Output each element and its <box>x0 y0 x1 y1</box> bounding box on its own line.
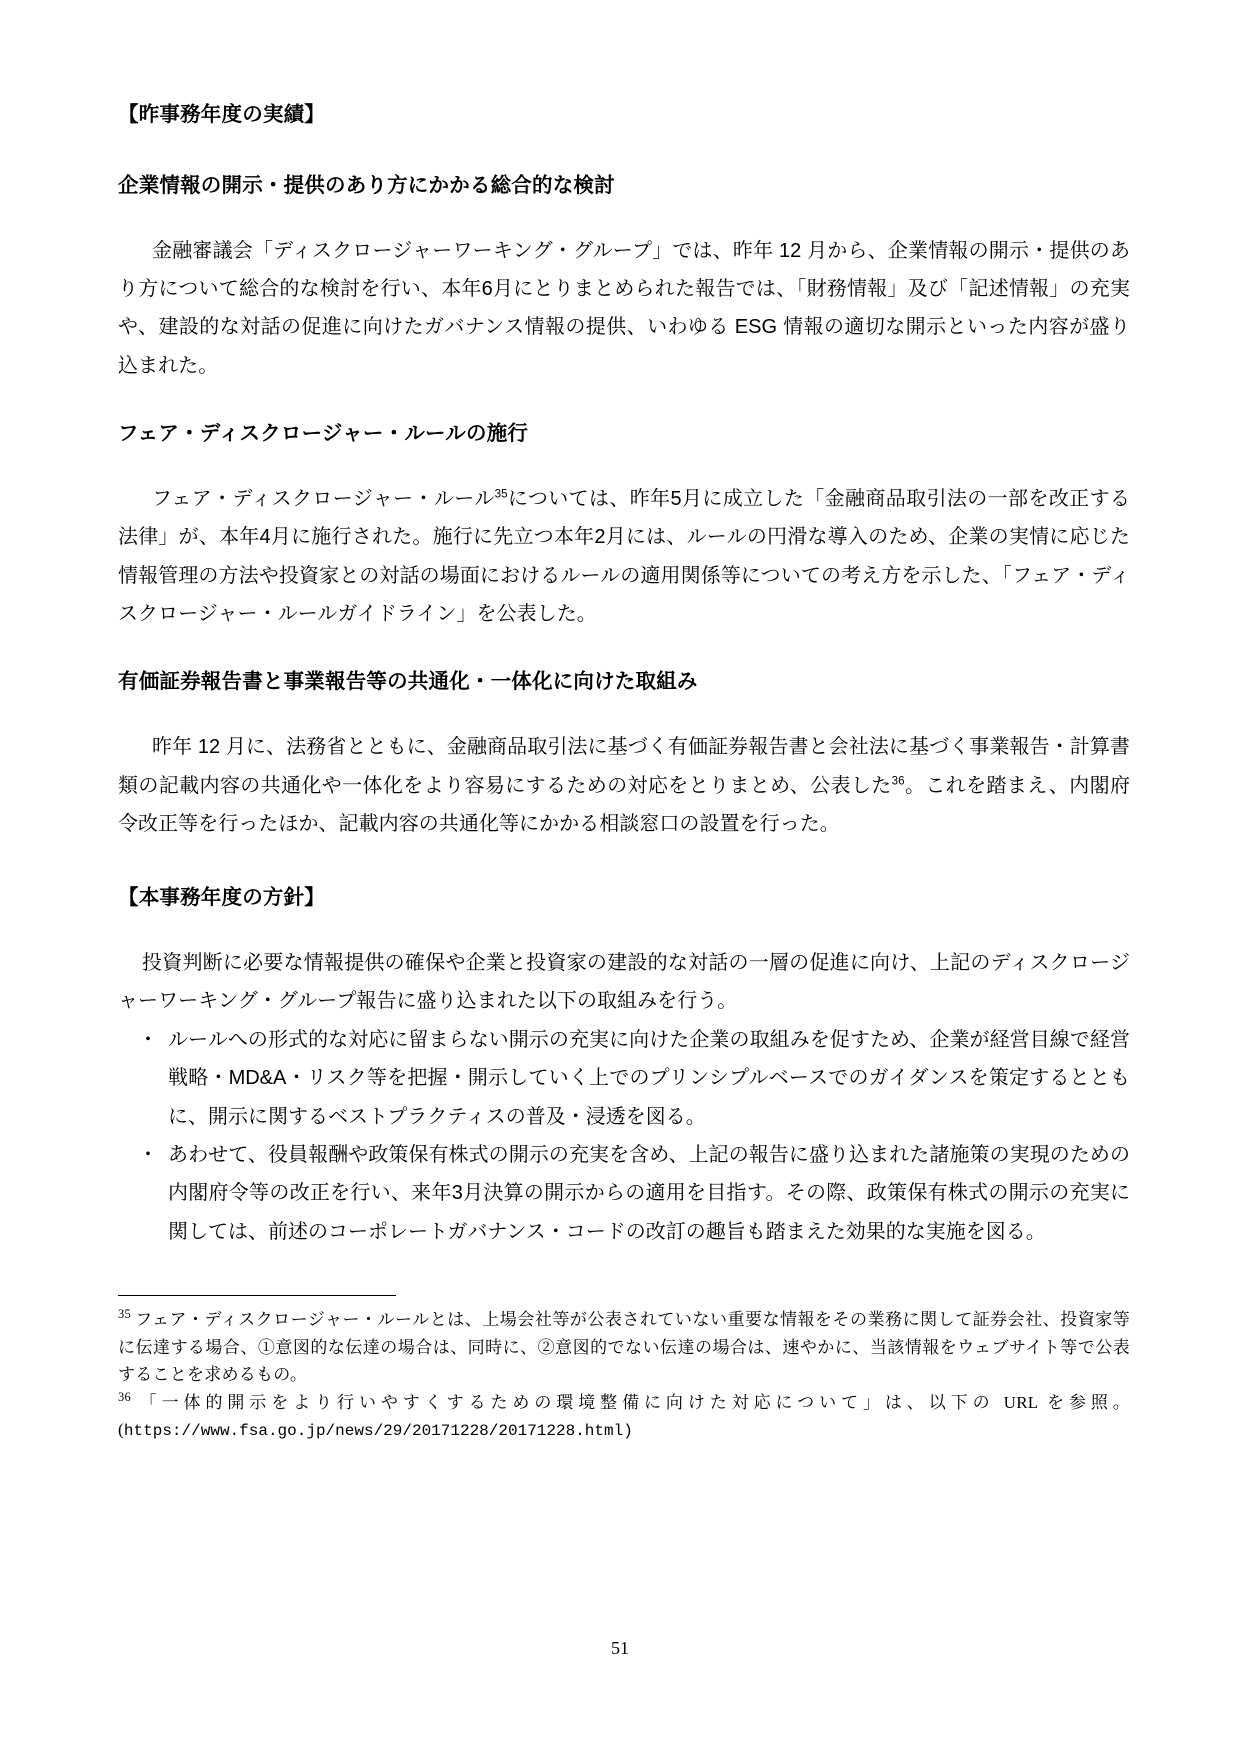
footnote-text-35: フェア・ディスクロージャー・ルールとは、上場会社等が公表されていない重要な情報をその業務に関して証券会社、投資家等に伝達する場合、①意図的な伝達の場合は、同時に、②意図的でない伝達の場合は、速やかに、当該情報をウェブサイト等で公表することを求めるもの。 <box>118 1310 1130 1385</box>
footnote-marker-35[interactable]: 35 <box>494 487 508 501</box>
footnote-url-link[interactable]: https://www.fsa.go.jp/news/29/20171228/20171228.html <box>123 1422 624 1441</box>
spacer <box>118 698 1130 728</box>
paragraph-fair-disclosure-text-1: フェア・ディスクロージャー・ルール <box>152 487 495 510</box>
paragraph-fair-disclosure-rule <box>118 480 1130 634</box>
footnote-35 <box>118 1306 1130 1389</box>
paragraph-securities-report-integration <box>118 728 1130 843</box>
spacer <box>118 202 1130 232</box>
list-item-text: あわせて、役員報酬や政策保有株式の開示の充実を含め、上記の報告に盛り込まれた諸施策の実現のための内閣府令等の改正を行い、来年3月決算の開示からの適用を目指す。その際、政策保有株式の開示の充実に関しては、前述のコーポレートガバナンス・コードの改訂の趣旨も踏まえた効果的な実施を図る。 <box>168 1144 1130 1243</box>
footnote-number-36: 36 <box>118 1389 131 1404</box>
page-number: 51 <box>611 1638 629 1658</box>
heading-this-year-policy: 【本事務年度の方針】 <box>118 886 325 910</box>
page-content <box>118 100 1130 1251</box>
spacer <box>118 633 1130 667</box>
footnote-area <box>118 1295 1130 1445</box>
footnote-number-35: 35 <box>118 1307 131 1322</box>
paragraph-corporate-disclosure-review: 金融審議会「ディスクロージャーワーキング・グループ」では、昨年 12 月から、企業情報の開示・提供のあり方について総合的な検討を行い、本年6月にとりまとめられた報告では、「財務情報」及び「記述情報」の充実や、建設的な対話の促進に向けたガバナンス情報の提供、いわゆる ESG 情報の適切な開示といった内容が盛り込まれた。 <box>118 239 1130 377</box>
heading-securities-report-integration: 有価証券報告書と事業報告等の共通化・一体化に向けた取組み <box>118 670 698 694</box>
paragraph-securities-text-2: 。これを踏まえ、内閣府令改正等を行ったほか、記載内容の共通化等にかかる相談窓口の設置を行った。 <box>118 774 1130 835</box>
footnote-text-36-after: ) <box>623 1422 633 1441</box>
footnote-separator <box>118 1295 396 1296</box>
list-item-text: ルールへの形式的な対応に留まらない開示の充実に向けた企業の取組みを促すため、企業が経営目線で経営戦略・MD&A・リスク等を把握・開示していく上でのプリンシプルベースでのガイダンスを策定するとともに、開示に関するベストプラクティスの普及・浸透を図る。 <box>168 1028 1130 1128</box>
paragraph-securities-text-1: 昨年 12 月に、法務省とともに、金融商品取引法に基づく有価証券報告書と会社法に基づく事業報告・計算書類の記載内容の共通化や一体化をより容易にするための対応をとりまとめ、公表した <box>118 736 1130 797</box>
paragraph-policy-intro: 投資判断に必要な情報提供の確保や企業と投資家の建設的な対話の一層の促進に向け、上記のディスクロージャーワーキング・グループ報告に盛り込まれた以下の取組みを行う。 <box>118 952 1130 1013</box>
paragraph-fair-disclosure-text-2: については、昨年5月に成立した「金融商品取引法の一部を改正する法律」が、本年4月に施行された。施行に先立つ本年2月には、ルールの円滑な導入のため、企業の実情に応じた情報管理の方法や投資家との対話の場面におけるルールの適用関係等についての考え方を示した、「フェア・ディスクロージャー・ルールガイドライン」を公表した。 <box>118 487 1130 625</box>
footnote-marker-36[interactable]: 36 <box>891 773 905 787</box>
footnote-36 <box>118 1389 1130 1445</box>
spacer <box>118 843 1130 883</box>
spacer <box>118 131 1130 171</box>
heading-corporate-disclosure-review: 企業情報の開示・提供のあり方にかかる総合的な検討 <box>118 173 615 197</box>
list-item <box>118 1136 1130 1251</box>
policy-bullet-list <box>118 1021 1130 1251</box>
spacer <box>118 914 1130 944</box>
bullet-marker-icon: ・ <box>138 1028 158 1051</box>
footnote-text-36-before: 「一体的開示をより行いやすくするための環境整備に向けた対応について」は、以下の URL を参照。( <box>118 1392 1130 1440</box>
bullet-marker-icon: ・ <box>138 1144 158 1166</box>
spacer <box>118 385 1130 419</box>
heading-fair-disclosure-rule: フェア・ディスクロージャー・ルールの施行 <box>118 422 529 446</box>
heading-last-year-results: 【昨事務年度の実績】 <box>118 103 325 126</box>
list-item <box>118 1021 1130 1136</box>
spacer <box>118 450 1130 480</box>
